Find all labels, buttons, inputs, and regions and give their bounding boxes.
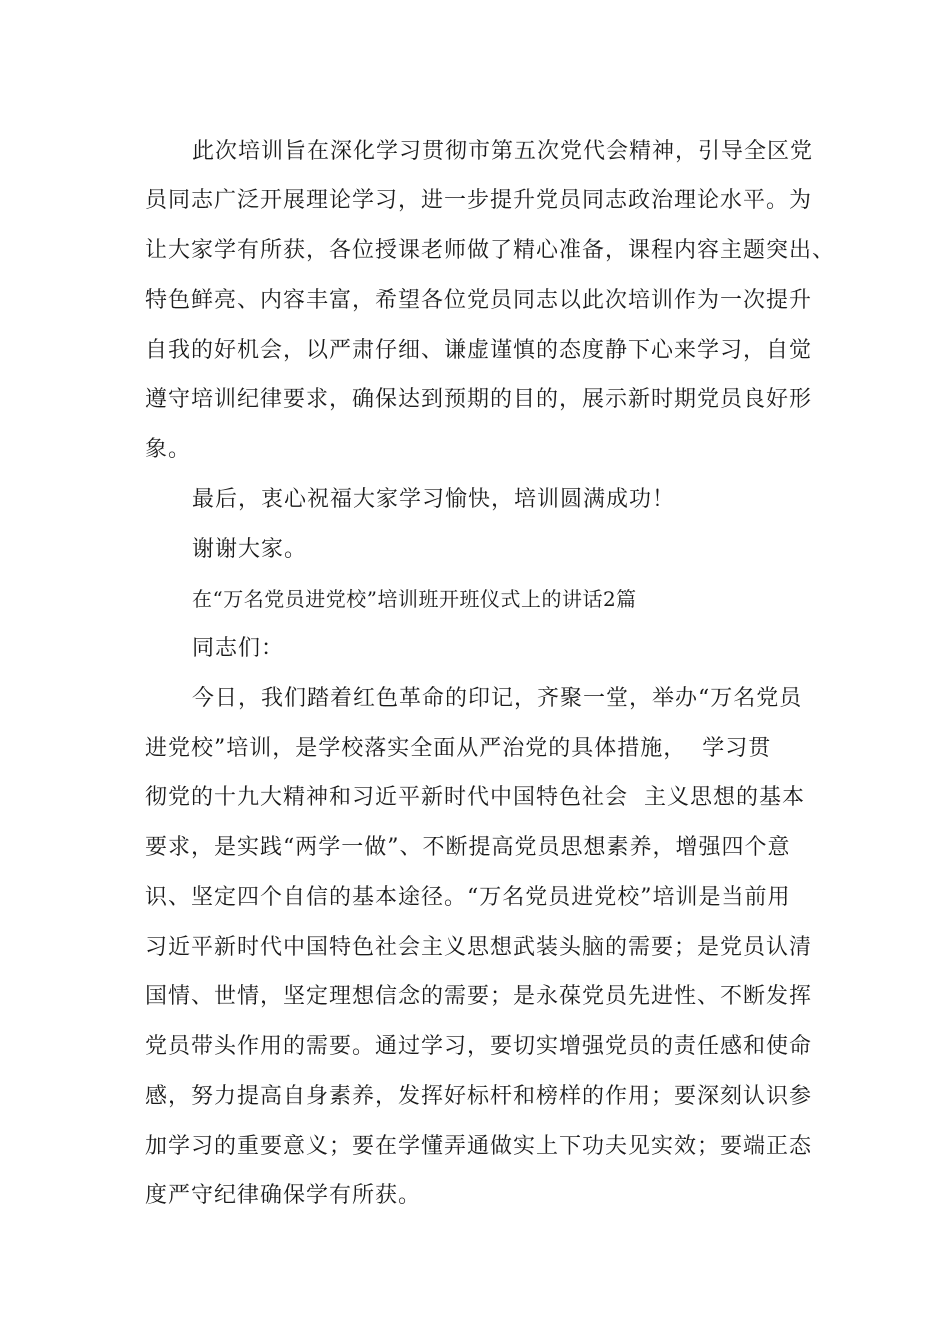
- paragraph-line: 此次培训旨在深化学习贯彻市第五次党代会精神，引导全区党: [192, 139, 814, 164]
- paragraph-line: 员同志广泛开展理论学习，进一步提升党员同志政治理论水平。为: [145, 188, 813, 213]
- paragraph-line: 进党校”培训，是学校落实全面从严治党的具体措施， 学习贯: [145, 736, 772, 761]
- paragraph-line: 彻党的十九大精神和习近平新时代中国特色社会 主义思想的基本: [145, 785, 805, 810]
- paragraph-line: 度严守纪律确保学有所获。: [145, 1183, 422, 1208]
- paragraph-line: 加学习的重要意义；要在学懂弄通做实上下功夫见实效；要端正态: [145, 1134, 813, 1159]
- paragraph-line: 感，努力提高自身素养，发挥好标杆和榜样的作用；要深刻认识参: [145, 1084, 813, 1109]
- paragraph-line: 特色鲜亮、内容丰富，希望各位党员同志以此次培训作为一次提升: [145, 288, 813, 313]
- paragraph-line: 习近平新时代中国特色社会主义思想武装头脑的需要；是党员认清: [145, 935, 813, 960]
- paragraph-line: 让大家学有所获，各位授课老师做了精心准备，课程内容主题突出、: [145, 238, 836, 263]
- paragraph-line: 遵守培训纪律要求，确保达到预期的目的，展示新时期党员良好形: [145, 387, 813, 412]
- paragraph-line: 谢谢大家。: [192, 537, 308, 562]
- paragraph-line: 自我的好机会，以严肃仔细、谦虚谨慎的态度静下心来学习，自觉: [145, 338, 813, 363]
- section-title: 在“万名党员进党校”培训班开班仪式上的讲话2篇: [192, 587, 637, 611]
- paragraph-line: 党员带头作用的需要。通过学习，要切实增强党员的责任感和使命: [145, 1034, 813, 1059]
- paragraph-line: 要求，是实践“两学一做”、不断提高党员思想素养，增强四个意: [145, 835, 791, 860]
- paragraph-line: 今日，我们踏着红色革命的印记，齐聚一堂，举办“万名党员: [192, 686, 803, 711]
- paragraph-line: 国情、世情，坚定理想信念的需要；是永葆党员先进性、不断发挥: [145, 984, 813, 1009]
- salutation: 同志们：: [192, 636, 285, 661]
- paragraph-line: 最后，衷心祝福大家学习愉快，培训圆满成功！: [192, 487, 676, 512]
- paragraph-line: 象。: [145, 437, 192, 462]
- paragraph-line: 识、坚定四个自信的基本途径。“万名党员进党校”培训是当前用: [145, 885, 791, 910]
